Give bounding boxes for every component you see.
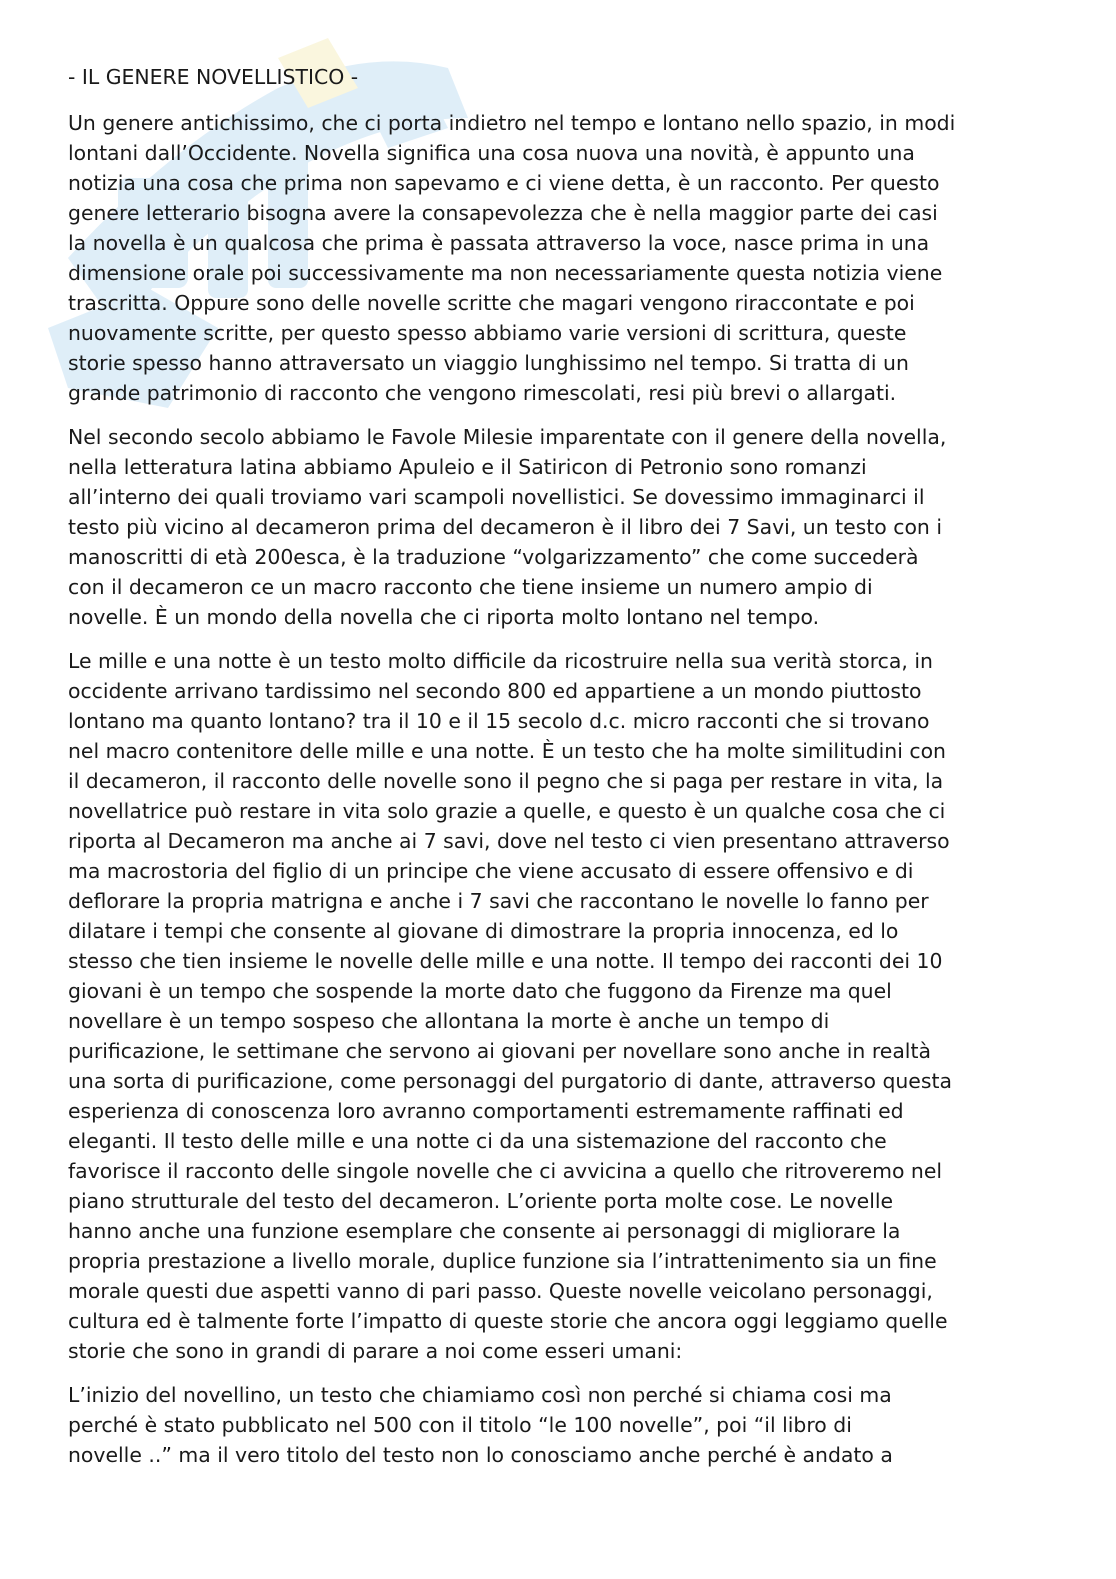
text-line: L’inizio del novellino, un testo che chiamiamo così non perché si chiama cosi ma [68, 1383, 892, 1407]
text-line: favorisce il racconto delle singole novelle che ci avvicina a quello che ritroveremo nel [68, 1159, 943, 1183]
text-line: lontano ma quanto lontano? tra il 10 e il 15 secolo d.c. micro racconti che si trovano [68, 709, 930, 733]
text-line: novelle ..” ma il vero titolo del testo non lo conosciamo anche perché è andato a [68, 1443, 893, 1467]
text-line: dimensione orale poi successivamente ma non necessariamente questa notizia viene [68, 261, 943, 285]
text-line: trascritta. Oppure sono delle novelle scritte che magari vengono riraccontate e poi [68, 291, 915, 315]
document-title: - IL GENERE NOVELLISTICO - [68, 65, 359, 89]
text-line: ma macrostoria del figlio di un principe che viene accusato di essere offensivo e di [68, 859, 914, 883]
text-line: nella letteratura latina abbiamo Apuleio e il Satiricon di Petronio sono romanzi [68, 455, 867, 479]
text-line: esperienza di conoscenza loro avranno comportamenti estremamente raffinati ed [68, 1099, 904, 1123]
text-line: perché è stato pubblicato nel 500 con il titolo “le 100 novelle”, poi “il libro di [68, 1413, 852, 1437]
text-line: dilatare i tempi che consente al giovane di dimostrare la propria innocenza, ed lo [68, 919, 899, 943]
text-line: notizia una cosa che prima non sapevamo e ci viene detta, è un racconto. Per questo [68, 171, 940, 195]
text-line: nuovamente scritte, per questo spesso abbiamo varie versioni di scrittura, queste [68, 321, 907, 345]
paragraph-4 [68, 1380, 1048, 1470]
text-line: novellare è un tempo sospeso che allontana la morte è anche un tempo di [68, 1009, 830, 1033]
text-line: nel macro contenitore delle mille e una notte. È un testo che ha molte similitudini con [68, 739, 946, 763]
text-line: storie spesso hanno attraversato un viaggio lunghissimo nel tempo. Si tratta di un [68, 351, 909, 375]
paragraph-3 [68, 646, 1048, 1366]
text-line: novellatrice può restare in vita solo grazie a quelle, e questo è un qualche cosa che ci [68, 799, 946, 823]
text-line: grande patrimonio di racconto che vengono rimescolati, resi più brevi o allargati. [68, 381, 897, 405]
text-line: manoscritti di età 200esca, è la traduzione “volgarizzamento” che come succederà [68, 545, 919, 569]
text-line: storie che sono in grandi di parare a noi come esseri umani: [68, 1339, 683, 1363]
text-line: eleganti. Il testo delle mille e una notte ci da una sistemazione del racconto che [68, 1129, 887, 1153]
text-line: genere letterario bisogna avere la consapevolezza che è nella maggior parte dei casi [68, 201, 938, 225]
text-line: novelle. È un mondo della novella che ci riporta molto lontano nel tempo. [68, 605, 820, 629]
text-line: Le mille e una notte è un testo molto difficile da ricostruire nella sua verità storca, in [68, 649, 933, 673]
text-line: deflorare la propria matrigna e anche i 7 savi che raccontano le novelle lo fanno per [68, 889, 929, 913]
text-line: la novella è un qualcosa che prima è passata attraverso la voce, nasce prima in una [68, 231, 930, 255]
text-line: con il decameron ce un macro racconto che tiene insieme un numero ampio di [68, 575, 873, 599]
text-line: Nel secondo secolo abbiamo le Favole Milesie imparentate con il genere della novella, [68, 425, 947, 449]
text-line: occidente arrivano tardissimo nel secondo 800 ed appartiene a un mondo piuttosto [68, 679, 922, 703]
text-line: riporta al Decameron ma anche ai 7 savi, dove nel testo ci vien presentano attraverso [68, 829, 950, 853]
text-line: lontani dall’Occidente. Novella significa una cosa nuova una novità, è appunto una [68, 141, 915, 165]
text-line: giovani è un tempo che sospende la morte dato che fuggono da Firenze ma quel [68, 979, 892, 1003]
paragraph-2 [68, 422, 1048, 632]
text-line: purificazione, le settimane che servono ai giovani per novellare sono anche in realtà [68, 1039, 931, 1063]
text-line: Un genere antichissimo, che ci porta indietro nel tempo e lontano nello spazio, in modi [68, 111, 956, 135]
text-line: una sorta di purificazione, come personaggi del purgatorio di dante, attraverso questa [68, 1069, 952, 1093]
document-body [68, 62, 1048, 1484]
text-line: morale questi due aspetti vanno di pari passo. Queste novelle veicolano personaggi, [68, 1279, 933, 1303]
text-line: piano strutturale del testo del decameron. L’oriente porta molte cose. Le novelle [68, 1189, 894, 1213]
paragraph-1 [68, 108, 1048, 408]
text-line: testo più vicino al decameron prima del decameron è il libro dei 7 Savi, un testo con i [68, 515, 942, 539]
text-line: all’interno dei quali troviamo vari scampoli novellistici. Se dovessimo immaginarci il [68, 485, 925, 509]
text-line: stesso che tien insieme le novelle delle mille e una notte. Il tempo dei racconti dei 10 [68, 949, 943, 973]
text-line: hanno anche una funzione esemplare che consente ai personaggi di migliorare la [68, 1219, 901, 1243]
text-line: propria prestazione a livello morale, duplice funzione sia l’intrattenimento sia un fine [68, 1249, 937, 1273]
text-line: cultura ed è talmente forte l’impatto di queste storie che ancora oggi leggiamo quelle [68, 1309, 948, 1333]
text-line: il decameron, il racconto delle novelle sono il pegno che si paga per restare in vita, la [68, 769, 944, 793]
